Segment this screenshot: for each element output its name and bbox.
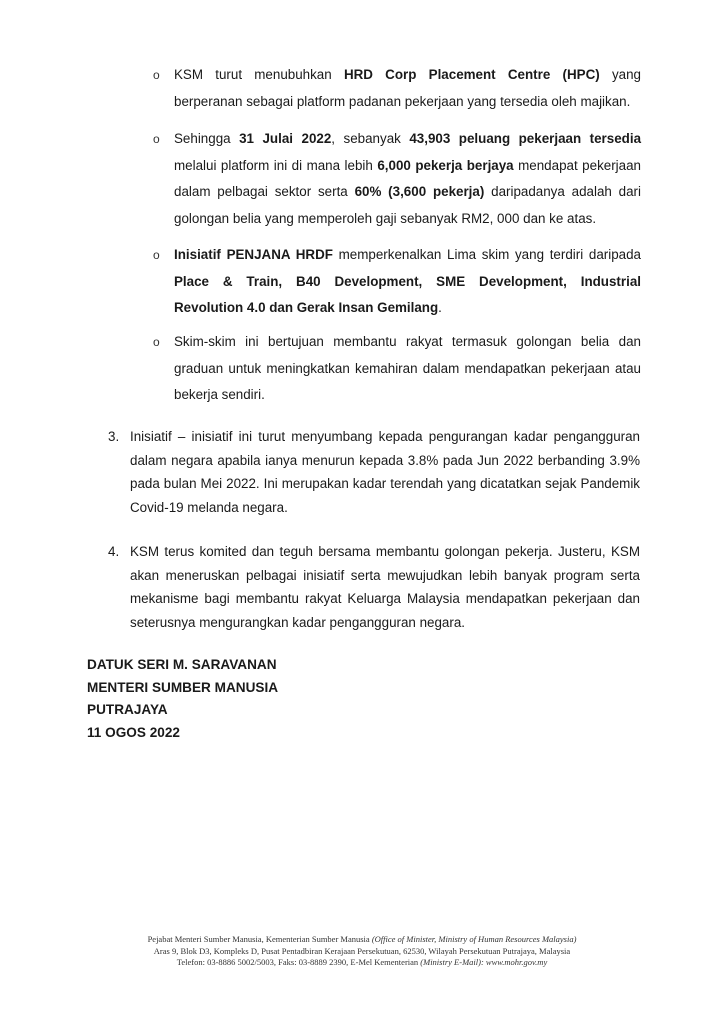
signatory-title: MENTERI SUMBER MANUSIA bbox=[87, 679, 279, 695]
page-footer bbox=[60, 934, 664, 969]
numbered-paragraph bbox=[108, 540, 640, 634]
bullet-marker: o bbox=[153, 335, 160, 349]
footer-line-address: Aras 9, Blok D3, Kompleks D, Pusat Pentadbiran Kerajaan Persekutuan, 62530, Wilayah Persekutuan Putrajaya, Malaysia bbox=[153, 945, 571, 956]
paragraph-number: 4. bbox=[108, 544, 120, 559]
bullet-marker: o bbox=[153, 132, 160, 146]
bullet-item bbox=[153, 329, 641, 409]
bullet-marker: o bbox=[153, 68, 160, 82]
bullet-item bbox=[153, 62, 641, 115]
signature-date: 11 OGOS 2022 bbox=[87, 724, 180, 740]
bullet-text: Skim-skim ini bertujuan membantu rakyat termasuk golongan belia dan graduan untuk meningkatkan kemahiran dalam mendapatkan pekerjaan atau bekerja sendiri. bbox=[174, 334, 641, 402]
bullet-text: Inisiatif PENJANA HRDF memperkenalkan Lima skim yang terdiri daripada Place & Train, B40 Development, SME Development, Industrial Revolution 4.0 dan Gerak Insan Gemilang. bbox=[174, 247, 642, 315]
footer-line-contact: Telefon: 03-8886 5002/5003, Faks: 03-8889 2390, E-Mel Kementerian (Ministry E-Mail): www.mohr.gov.my bbox=[176, 957, 548, 967]
paragraph-number: 3. bbox=[108, 429, 120, 444]
paragraph-text: KSM terus komited dan teguh bersama membantu golongan pekerja. Justeru, KSM akan meneruskan pelbagai inisiatif serta mewujudkan lebih banyak program serta mekanisme bagi membantu rakyat Keluarga Malaysia mendapatkan pekerjaan dan seterusnya mengurangkan kadar pengangguran negara. bbox=[130, 544, 640, 630]
bullet-text: KSM turut menubuhkan HRD Corp Placement Centre (HPC) yang berperanan sebagai platform padanan pekerjaan yang tersedia oleh majikan. bbox=[174, 67, 641, 109]
numbered-paragraph bbox=[108, 425, 640, 519]
bullet-item bbox=[153, 242, 641, 322]
footer-line-office: Pejabat Menteri Sumber Manusia, Kementerian Sumber Manusia (Office of Minister, Ministry of Human Resources Malaysia) bbox=[147, 934, 577, 944]
bullet-text: Sehingga 31 Julai 2022, sebanyak 43,903 peluang pekerjaan tersedia melalui platform ini di mana lebih 6,000 pekerja berjaya mendapat pekerjaan dalam pelbagai sektor serta 60% (3,600 pekerja) daripadanya adalah dari golongan belia yang memperoleh gaji sebanyak RM2, 000 dan ke atas. bbox=[174, 131, 642, 226]
bullet-item bbox=[153, 126, 641, 232]
paragraph-text: Inisiatif – inisiatif ini turut menyumbang kepada pengurangan kadar pengangguran dalam negara apabila ianya menurun kepada 3.8% pada Jun 2022 berbanding 3.9% pada bulan Mei 2022. Ini merupakan kadar terendah yang dicatatkan sejak Pandemik Covid-19 melanda negara. bbox=[130, 429, 640, 515]
signature-block bbox=[87, 654, 278, 744]
bullet-marker: o bbox=[153, 248, 160, 262]
signatory-place: PUTRAJAYA bbox=[87, 702, 168, 717]
signatory-name: DATUK SERI M. SARAVANAN bbox=[87, 657, 277, 672]
